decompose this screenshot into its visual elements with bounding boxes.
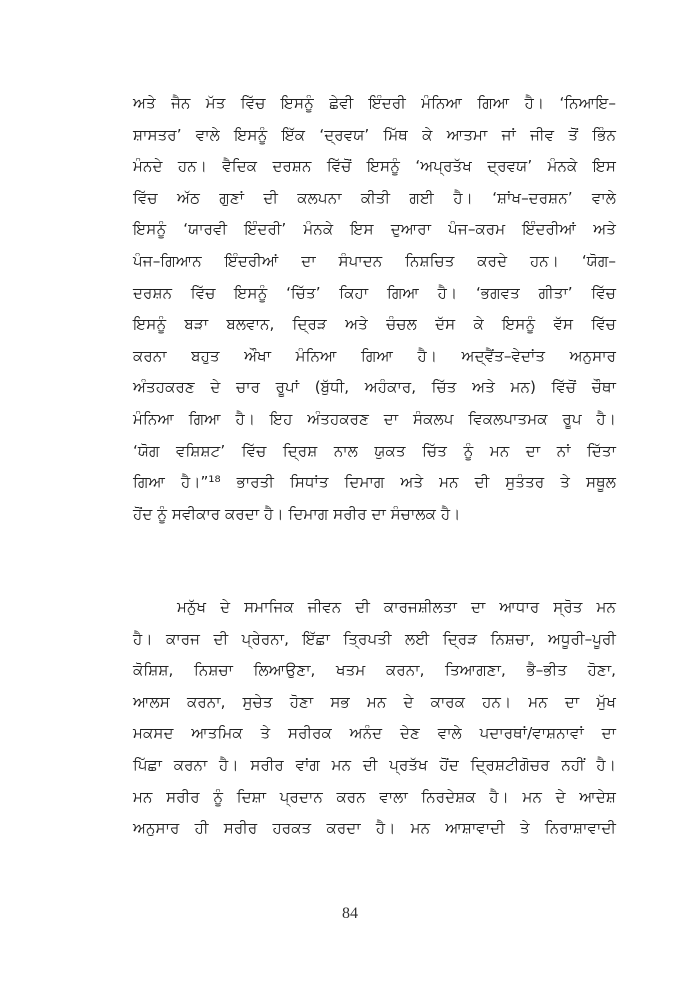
text-line: ਪਿੱਛਾ ਕਰਨਾ ਹੈ। ਸਰੀਰ ਵਾਂਗ ਮਨ ਦੀ ਪ੍ਰਤੱਖ ਹੋਂਦ ਦ੍ਰਿਸ਼ਟੀਗੋਚਰ ਨਹੀਂ ਹੈ। <box>133 755 616 774</box>
text-line: ਮਨ ਸਰੀਰ ਨੂੰ ਦਿਸ਼ਾ ਪ੍ਰਦਾਨ ਕਰਨ ਵਾਲਾ ਨਿਰਦੇਸ਼ਕ ਹੈ। ਮਨ ਦੇ ਆਦੇਸ਼ <box>133 787 616 806</box>
text-line: ਦਰਸ਼ਨ ਵਿੱਚ ਇਸਨੂੰ ‘ਚਿੱਤ’ ਕਿਹਾ ਗਿਆ ਹੈ। ‘ਭਗਵਤ ਗੀਤਾ’ ਵਿੱਚ <box>133 283 616 302</box>
text-line-indented: ਮਨੁੱਖ ਦੇ ਸਮਾਜਿਕ ਜੀਵਨ ਦੀ ਕਾਰਜਸ਼ੀਲਤਾ ਦਾ ਆਧਾਰ ਸ੍ਰੋਤ ਮਨ <box>177 598 616 616</box>
text-line: ਅਨੁਸਾਰ ਹੀ ਸਰੀਰ ਹਰਕਤ ਕਰਦਾ ਹੈ। ਮਨ ਆਸ਼ਾਵਾਦੀ ਤੇ ਨਿਰਾਸ਼ਾਵਾਦੀ <box>133 819 616 838</box>
text-line: ਹੈ। ਕਾਰਜ ਦੀ ਪ੍ਰੇਰਨਾ, ਇੱਛਾ ਤ੍ਰਿਪਤੀ ਲਈ ਦ੍ਰਿੜ ਨਿਸ਼ਚਾ, ਅਧੂਰੀ–ਪੂਰੀ <box>133 629 616 648</box>
text-line: ਆਲਸ ਕਰਨਾ, ਸੁਚੇਤ ਹੋਣਾ ਸਭ ਮਨ ਦੇ ਕਾਰਕ ਹਨ। ਮਨ ਦਾ ਮੁੱਖ <box>133 692 616 711</box>
text-line: ਪੰਜ–ਗਿਆਨ ਇੰਦਰੀਆਂ ਦਾ ਸੰਪਾਦਨ ਨਿਸ਼ਚਿਤ ਕਰਦੇ ਹਨ। ‘ਯੋਗ– <box>133 251 616 270</box>
paragraph-2 <box>133 592 616 845</box>
text-line: ਇਸਨੂੰ ‘ਯਾਰਵੀ ਇੰਦਰੀ’ ਮੰਨਕੇ ਇਸ ਦੁਆਰਾ ਪੰਜ–ਕਰਮ ਇੰਦਰੀਆਂ ਅਤੇ <box>133 220 616 239</box>
text-line: ਕਰਨਾ ਬਹੁਤ ਔਖਾ ਮੰਨਿਆ ਗਿਆ ਹੈ। ਅਦ੍ਵੈਂਤ–ਵੇਦਾਂਤ ਅਨੁਸਾਰ <box>133 346 616 365</box>
text-line: ਮੰਨਦੇ ਹਨ। ਵੈਦਿਕ ਦਰਸ਼ਨ ਵਿੱਚੋਂ ਇਸਨੂੰ ‘ਅਪ੍ਰਤੱਖ ਦ੍ਰਵਯ’ ਮੰਨਕੇ ਇਸ <box>133 157 616 176</box>
text-line: ਇਸਨੂੰ ਬੜਾ ਬਲਵਾਨ, ਦ੍ਰਿੜ ਅਤੇ ਚੰਚਲ ਦੱਸ ਕੇ ਇਸਨੂੰ ਵੱਸ ਵਿੱਚ <box>133 315 616 334</box>
text-line: ਸ਼ਾਸਤਰ’ ਵਾਲੇ ਇਸਨੂੰ ਇੱਕ ‘ਦ੍ਰਵਯ’ ਮਿੱਥ ਕੇ ਆਤਮਾ ਜਾਂ ਜੀਵ ਤੋਂ ਭਿੰਨ <box>133 125 616 144</box>
page-number: 84 <box>342 905 358 922</box>
text-line-with-footnote-ref: ਗਿਆ ਹੈ।”¹⁸ ਭਾਰਤੀ ਸਿਧਾਂਤ ਦਿਮਾਗ ਅਤੇ ਮਨ ਦੀ ਸੁਤੰਤਰ ਤੇ ਸਥੂਲ <box>133 473 616 492</box>
text-line: ਕੋਸ਼ਿਸ਼, ਨਿਸ਼ਚਾ ਲਿਆਉਣਾ, ਖਤਮ ਕਰਨਾ, ਤਿਆਗਣਾ, ਭੈ–ਭੀਤ ਹੋਣਾ, <box>133 661 616 680</box>
paragraph-1 <box>133 88 616 530</box>
text-line: ਅਤੇ ਜੈਨ ਮੱਤ ਵਿੱਚ ਇਸਨੂੰ ਛੇਵੀ ਇੰਦਰੀ ਮੰਨਿਆ ਗਿਆ ਹੈ। ‘ਨਿਆਇ– <box>133 94 616 112</box>
text-line: ਅੰਤਹਕਰਣ ਦੇ ਚਾਰ ਰੂਪਾਂ (ਬੁੱਧੀ, ਅਹੰਕਾਰ, ਚਿੱਤ ਅਤੇ ਮਨ) ਵਿੱਚੋਂ ਚੌਥਾ <box>133 378 616 397</box>
text-line: ਮਕਸਦ ਆਤਮਿਕ ਤੇ ਸਰੀਰਕ ਅਨੰਦ ਦੇਣ ਵਾਲੇ ਪਦਾਰਥਾਂ/ਵਾਸ਼ਨਾਵਾਂ ਦਾ <box>133 724 616 743</box>
text-line: ‘ਯੋਗ ਵਸ਼ਿਸ਼ਟ’ ਵਿੱਚ ਦ੍ਰਿਸ਼ ਨਾਲ ਯੁਕਤ ਚਿੱਤ ਨੂੰ ਮਨ ਦਾ ਨਾਂ ਦਿੱਤਾ <box>133 441 616 460</box>
text-line: ਮੰਨਿਆ ਗਿਆ ਹੈ। ਇਹ ਅੰਤਹਕਰਣ ਦਾ ਸੰਕਲਪ ਵਿਕਲਪਾਤਮਕ ਰੂਪ ਹੈ। <box>133 409 616 428</box>
text-line: ਹੋਂਦ ਨੂੰ ਸਵੀਕਾਰ ਕਰਦਾ ਹੈ। ਦਿਮਾਗ ਸਰੀਰ ਦਾ ਸੰਚਾਲਕ ਹੈ। <box>133 504 461 523</box>
text-line: ਵਿੱਚ ਅੱਠ ਗੁਣਾਂ ਦੀ ਕਲਪਨਾ ਕੀਤੀ ਗਈ ਹੈ। ‘ਸ਼ਾਂਖ–ਦਰਸ਼ਨ’ ਵਾਲੇ <box>133 188 616 207</box>
